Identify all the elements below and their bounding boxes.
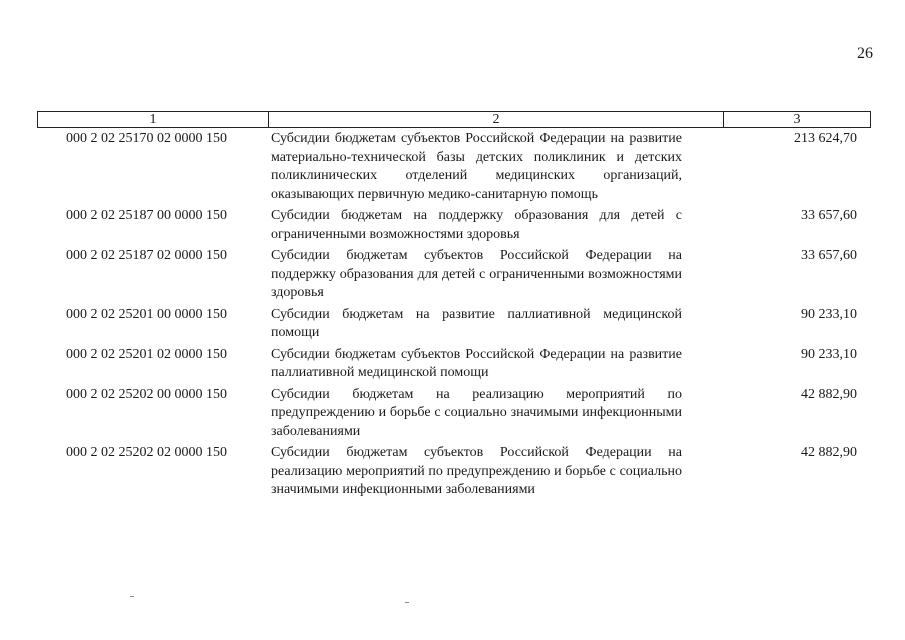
table-row [37, 247, 871, 303]
income-description: Субсидии бюджетам субъектов Российской Федерации на реализацию мероприятий по предупреждению и борьбе с социально значимыми инфекционными заболеваниями [271, 445, 682, 497]
income-description: Субсидии бюджетам на развитие паллиативной медицинской помощи [271, 306, 682, 340]
column-header-3: 3 [793, 112, 801, 127]
table-row [37, 306, 871, 343]
income-description: Субсидии бюджетам на реализацию мероприятий по предупреждению и борьбе с социально значимыми инфекционными заболеваниями [271, 386, 682, 439]
table-row [37, 207, 871, 244]
table-row [37, 386, 871, 442]
column-header-2: 2 [269, 112, 724, 127]
amount: 33 657,60 [801, 208, 857, 223]
amount: 213 624,70 [794, 131, 857, 146]
budget-code: 000 2 02 25187 02 0000 150 [66, 248, 227, 263]
table-body [37, 130, 871, 500]
budget-code: 000 2 02 25201 02 0000 150 [66, 346, 227, 362]
income-description: Субсидии бюджетам на поддержку образования для детей с ограниченными возможностями здоровья [271, 208, 682, 242]
budget-code: 000 2 02 25187 00 0000 150 [66, 208, 227, 223]
budget-code: 000 2 02 25202 02 0000 150 [66, 445, 227, 460]
budget-code: 000 2 02 25202 00 0000 150 [66, 386, 227, 402]
income-description: Субсидии бюджетам субъектов Российской Федерации на развитие паллиативной медицинской помощи [271, 346, 682, 380]
amount: 90 233,10 [801, 346, 857, 362]
budget-code: 000 2 02 25170 02 0000 150 [66, 131, 227, 146]
amount: 42 882,90 [801, 386, 857, 402]
amount: 90 233,10 [801, 306, 857, 322]
amount: 33 657,60 [801, 248, 857, 263]
column-header-1: 1 [38, 112, 269, 127]
income-description: Субсидии бюджетам субъектов Российской Федерации на развитие материально-технической базы детских поликлиник и детских поликлинических отделений медицинских организаций, оказывающих первичную медико-санитарную помощь [271, 131, 682, 202]
table-row [37, 346, 871, 383]
page-number: 26 [857, 45, 873, 62]
scan-speck [130, 596, 134, 597]
budget-code: 000 2 02 25201 00 0000 150 [66, 306, 227, 322]
amount: 42 882,90 [801, 445, 857, 460]
income-description: Субсидии бюджетам субъектов Российской Федерации на поддержку образования для детей с ограниченными возможностями здоровья [271, 248, 682, 300]
table-row [37, 130, 871, 204]
scan-speck [405, 602, 409, 603]
budget-table [37, 111, 871, 500]
table-header [37, 111, 871, 128]
table-row [37, 444, 871, 500]
